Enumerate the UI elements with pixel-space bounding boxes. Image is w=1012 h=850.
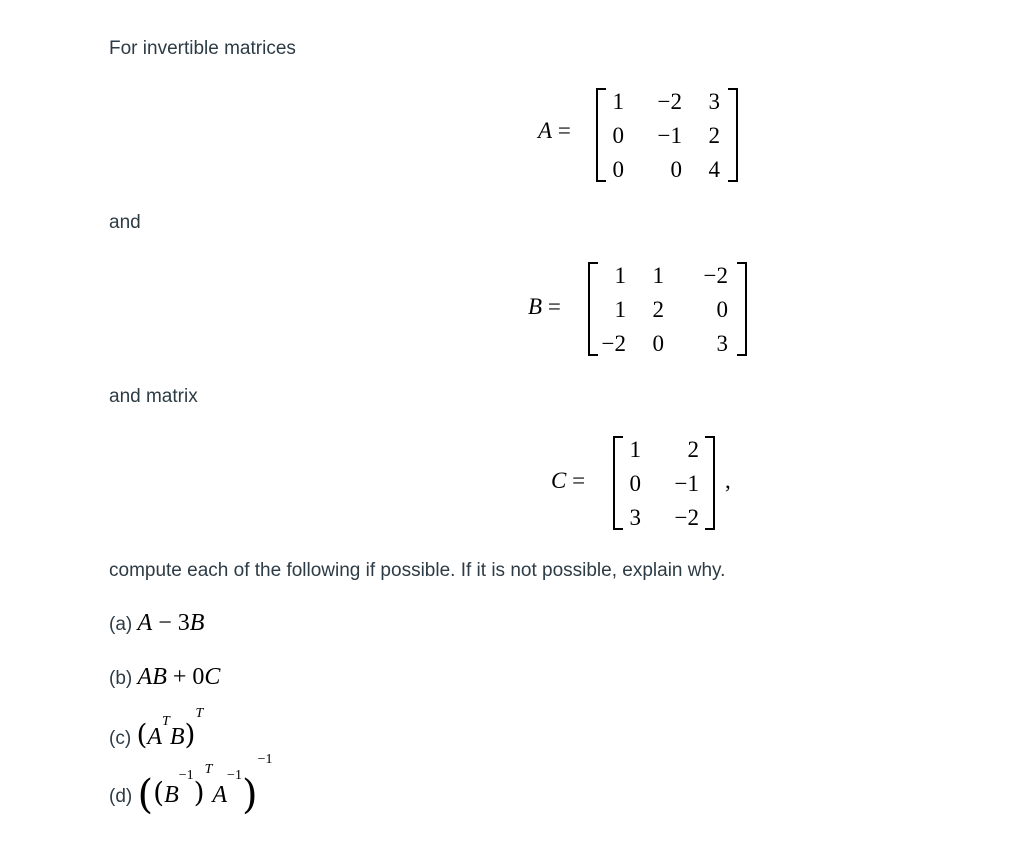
part-d-expression [137,752,273,818]
token-inverse-outer: −1 [257,752,273,767]
matrix-b-cell-0-0: 1 [614,263,626,288]
matrix-b-cell-0-2: −2 [703,263,728,288]
part-c [109,706,204,751]
part-c-label: (c) [109,728,132,749]
matrix-c-cell-2-1: −2 [674,505,699,530]
part-b-expression [138,664,221,690]
token-lparen: ( [136,718,148,751]
token-b: B [164,782,179,808]
token-b: B [189,610,205,636]
matrix-c-cell-0-1: 2 [687,437,699,462]
matrix-b [588,262,747,356]
matrix-b-cell-1-2: 0 [716,297,728,322]
token-inverse: −1 [227,768,242,783]
token-a: A [137,664,153,690]
token-transpose: T [162,714,170,729]
token-zero: 0 [192,664,205,690]
matrix-c-lhs [551,468,585,494]
matrix-b-cell-0-1: 1 [652,263,664,288]
token-minus: − [158,610,172,636]
token-transpose: T [195,706,204,721]
matrix-c-cell-1-1: −1 [674,471,699,496]
matrix-b-equals: = [547,294,561,319]
part-d [109,752,273,818]
matrix-c-cell-2-0: 3 [629,505,641,530]
matrix-a [596,88,738,182]
matrix-b-cell-1-0: 1 [614,297,626,322]
matrix-c-comma: , [725,468,731,493]
part-c-expression [136,706,204,751]
token-rparen-outer: ) [241,772,258,818]
matrix-a-cell-1-1: −1 [657,123,682,148]
part-b-label: (b) [109,668,133,689]
matrix-a-cell-2-1: 0 [670,157,682,182]
matrix-b-label: B [528,294,543,319]
part-a-label: (a) [109,614,133,635]
matrix-b-lhs [528,294,561,320]
token-three: 3 [177,610,190,636]
token-lparen-outer: ( [137,772,154,818]
matrix-c-cell-1-0: 0 [629,471,641,496]
matrix-a-cell-2-2: 4 [708,157,720,182]
matrix-c-equals: = [572,468,586,493]
token-a: A [137,610,153,636]
token-a: A [147,724,163,750]
token-lparen: ( [153,776,165,809]
token-c: C [204,664,221,690]
token-inverse: −1 [178,768,194,783]
part-a [109,610,204,637]
and-text: and [109,212,141,233]
part-d-label: (d) [109,786,133,807]
matrix-a-cell-2-0: 0 [612,157,624,182]
matrix-b-cell-2-1: 0 [652,331,664,356]
intro-text: For invertible matrices [109,38,296,59]
token-b: B [152,664,167,690]
matrix-a-lhs [538,118,571,144]
token-rparen: ) [193,776,205,809]
matrix-a-cell-0-0: 1 [612,89,624,114]
matrix-c-label: C [551,468,567,493]
matrix-b-cell-1-1: 2 [652,297,664,322]
matrix-b-cell-2-2: 3 [716,331,728,356]
matrix-a-equals: = [557,118,571,143]
matrix-a-cell-1-0: 0 [612,123,624,148]
part-a-expression [138,610,205,636]
instruction-text: compute each of the following if possible. If it is not possible, explain why. [109,560,726,581]
matrix-a-cell-1-2: 2 [708,123,720,148]
matrix-c-cell-0-0: 1 [629,437,641,462]
matrix-c [613,436,715,530]
part-b [109,664,220,691]
token-a: A [212,782,228,808]
token-transpose: T [204,762,213,777]
matrix-a-label: A [538,118,553,143]
token-b: B [169,724,185,750]
token-plus: + [172,664,187,690]
matrix-b-cell-2-0: −2 [601,331,626,356]
and-matrix-text: and matrix [109,386,198,407]
token-rparen: ) [184,718,196,751]
matrix-a-cell-0-2: 3 [708,89,720,114]
matrix-a-cell-0-1: −2 [657,89,682,114]
